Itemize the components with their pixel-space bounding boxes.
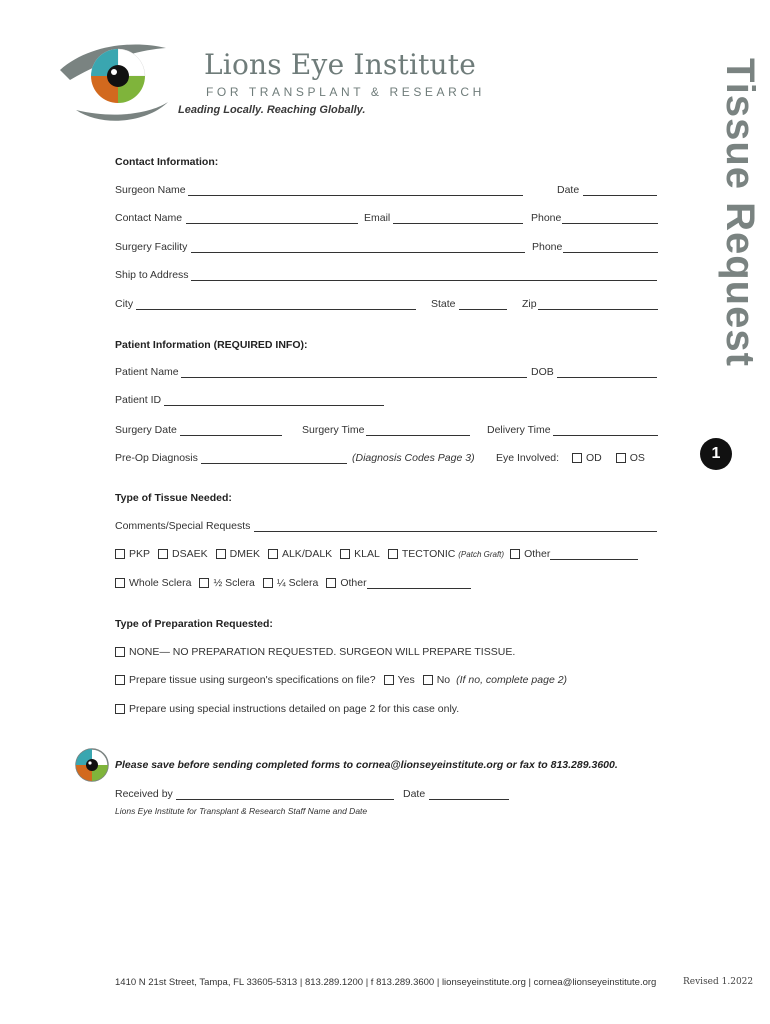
contact-name-field[interactable] [186,223,358,224]
comments-label: Comments/Special Requests [115,520,251,532]
delivery-time-label: Delivery Time [487,424,551,436]
eye-small-icon [75,748,109,782]
date-label: Date [557,184,580,196]
state-field[interactable] [459,309,507,310]
patient-section-title: Patient Information (REQUIRED INFO): [115,339,308,351]
diagnosis-codes-note: (Diagnosis Codes Page 3) [352,452,475,464]
tissue-options-row1 [115,548,638,560]
checkbox-icon[interactable] [263,578,273,588]
org-name: Lions Eye Institute [204,48,477,81]
delivery-time-field[interactable] [553,435,658,436]
logo [58,40,485,130]
option-other1[interactable]: Other [510,548,550,560]
dob-field[interactable] [557,377,657,378]
checkbox-icon[interactable] [115,549,125,559]
contact-name-label: Contact Name [115,212,183,224]
tissue-options-row2 [115,577,471,589]
option-dsaek[interactable]: DSAEK [158,548,208,560]
prep-no-option[interactable]: No [423,674,450,686]
side-title: Tissue Request [718,58,762,367]
checkbox-icon[interactable] [616,453,626,463]
comments-field[interactable] [254,531,657,532]
eye-involved-label: Eye Involved: [496,452,560,464]
option-alk-dalk[interactable]: ALK/DALK [268,548,332,560]
phone-field[interactable] [562,223,658,224]
patient-id-field[interactable] [164,405,384,406]
os-option[interactable]: OS [616,452,645,464]
phone-label: Phone [531,212,562,224]
checkbox-icon[interactable] [384,675,394,685]
staff-note: Lions Eye Institute for Transplant & Research Staff Name and Date [115,806,368,816]
tissue-section-title: Type of Tissue Needed: [115,492,232,504]
surgeon-name-field[interactable] [188,195,523,196]
prep-special-option[interactable]: Prepare using special instructions detailed on page 2 for this case only. [115,703,459,715]
checkbox-icon[interactable] [572,453,582,463]
preop-label: Pre-Op Diagnosis [115,452,198,464]
checkbox-icon[interactable] [115,578,125,588]
option-half-sclera[interactable]: ½ Sclera [199,577,254,589]
tagline: Leading Locally. Reaching Globally. [178,104,366,116]
other2-field[interactable] [367,588,471,589]
option-whole-sclera[interactable]: Whole Sclera [115,577,191,589]
dob-label: DOB [531,366,554,378]
state-label: State [431,298,456,310]
surgery-date-label: Surgery Date [115,424,177,436]
checkbox-icon[interactable] [326,578,336,588]
checkbox-icon[interactable] [158,549,168,559]
patch-graft-note: (Patch Graft) [458,549,505,559]
facility-phone-label: Phone [532,241,563,253]
date-field[interactable] [583,195,657,196]
ship-to-field[interactable] [191,280,657,281]
surgeon-name-label: Surgeon Name [115,184,186,196]
surgery-date-field[interactable] [180,435,282,436]
checkbox-icon[interactable] [388,549,398,559]
received-date-field[interactable] [429,799,509,800]
other1-field[interactable] [550,559,638,560]
checkbox-icon[interactable] [115,647,125,657]
checkbox-icon[interactable] [115,704,125,714]
page-number-badge: 1 [700,438,732,470]
surgery-time-field[interactable] [366,435,470,436]
zip-label: Zip [522,298,537,310]
od-option[interactable]: OD [572,452,602,464]
zip-field[interactable] [538,309,658,310]
surgery-facility-label: Surgery Facility [115,241,188,253]
prep-section-title: Type of Preparation Requested: [115,618,273,630]
option-klal[interactable]: KLAL [340,548,380,560]
footer-address: 1410 N 21st Street, Tampa, FL 33605-5313 | 813.289.1200 | f 813.289.3600 | lionseyeinstitute.org | cornea@lionseyeinstitute.org [115,977,657,988]
checkbox-icon[interactable] [216,549,226,559]
city-label: City [115,298,134,310]
checkbox-icon[interactable] [268,549,278,559]
checkbox-icon[interactable] [115,675,125,685]
preop-field[interactable] [201,463,347,464]
checkbox-icon[interactable] [510,549,520,559]
email-label: Email [364,212,391,224]
facility-phone-field[interactable] [563,252,658,253]
option-pkp[interactable]: PKP [115,548,150,560]
ship-to-label: Ship to Address [115,269,189,281]
option-other2[interactable]: Other [326,577,366,589]
prep-specs-row [115,674,567,686]
email-field[interactable] [393,223,523,224]
patient-name-field[interactable] [181,377,527,378]
org-subtitle: FOR TRANSPLANT & RESEARCH [206,85,485,99]
prep-yes-option[interactable]: Yes [384,674,415,686]
contact-section-title: Contact Information: [115,156,219,168]
eye-logo-icon [58,40,208,130]
checkbox-icon[interactable] [423,675,433,685]
patient-id-label: Patient ID [115,394,162,406]
revised-date: Revised 1.2022 [683,977,754,987]
patient-name-label: Patient Name [115,366,179,378]
checkbox-icon[interactable] [340,549,350,559]
option-tectonic[interactable]: TECTONIC (Patch Graft) [388,548,504,560]
received-by-field[interactable] [176,799,394,800]
prep-specs-option[interactable]: Prepare tissue using surgeon's specifications on file? [115,674,376,686]
option-quarter-sclera[interactable]: ¼ Sclera [263,577,318,589]
received-date-label: Date [403,788,426,800]
surgery-facility-field[interactable] [191,252,525,253]
if-no-note: (If no, complete page 2) [456,674,568,686]
prep-none-option[interactable]: NONE— NO PREPARATION REQUESTED. SURGEON WILL PREPARE TISSUE. [115,646,515,658]
received-by-label: Received by [115,788,173,800]
submit-notice: Please save before sending completed forms to cornea@lionseyeinstitute.org or fax to 813.289.3600. [115,759,618,771]
option-dmek[interactable]: DMEK [216,548,260,560]
surgery-time-label: Surgery Time [302,424,365,436]
checkbox-icon[interactable] [199,578,209,588]
city-field[interactable] [136,309,416,310]
